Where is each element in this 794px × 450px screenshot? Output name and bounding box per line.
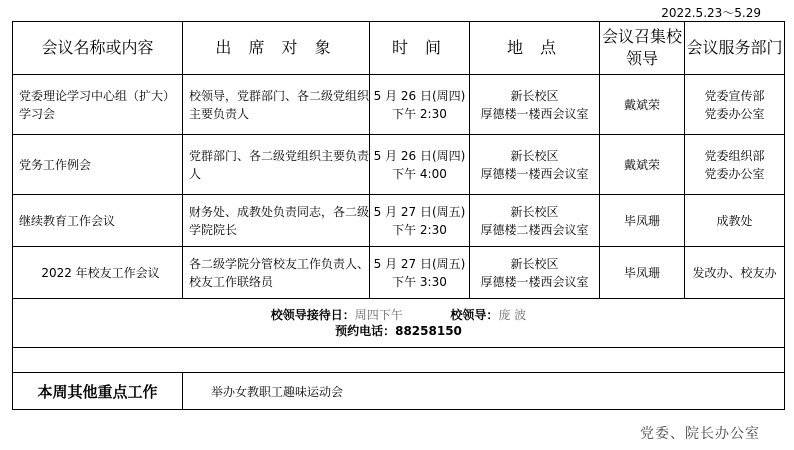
meeting-place (470, 247, 600, 299)
meeting-time (370, 75, 470, 135)
meeting-service-dept (685, 135, 785, 195)
service-dept-1: 党委组织部 (704, 148, 765, 163)
meeting-convener: 毕凤珊 (600, 247, 685, 299)
meeting-service-dept: 成教处 (685, 195, 785, 247)
meeting-convener: 毕凤珊 (600, 195, 685, 247)
other-work-row (13, 373, 785, 410)
table-row (13, 247, 785, 299)
empty-row (13, 348, 785, 373)
meeting-campus: 新长校区 (510, 88, 559, 103)
header-place: 地 点 (470, 22, 600, 75)
other-work-label: 本周其他重点工作 (13, 373, 183, 410)
meeting-time (370, 247, 470, 299)
meeting-schedule-table (12, 21, 785, 410)
meeting-campus: 新长校区 (510, 204, 559, 219)
meeting-room: 厚德楼一楼西会议室 (480, 106, 589, 121)
meeting-service-dept: 发改办、校友办 (685, 247, 785, 299)
header-time: 时 间 (370, 22, 470, 75)
meeting-room: 厚德楼一楼西会议室 (480, 274, 589, 289)
meeting-date: 5 月 26 日(周四) (373, 148, 466, 163)
reception-row (13, 299, 785, 348)
meeting-time (370, 195, 470, 247)
meeting-place (470, 135, 600, 195)
reception-day-value: 周四下午 (354, 308, 403, 322)
meeting-place (470, 195, 600, 247)
meeting-hour: 下午 3:30 (392, 274, 447, 289)
reception-leader-label: 校领导： (450, 308, 499, 322)
issuing-office: 党委、院长办公室 (640, 426, 760, 442)
meeting-convener: 戴斌荣 (600, 135, 685, 195)
meeting-attendees: 校领导，党群部门、各二级党组织主要负责人 (183, 75, 370, 135)
service-dept-1: 党委宣传部 (704, 88, 765, 103)
meeting-campus: 新长校区 (510, 256, 559, 271)
meeting-attendees: 各二级学院分管校友工作负责人、校友工作联络员 (183, 247, 370, 299)
reception-phone-value: 88258150 (395, 324, 462, 338)
meeting-date: 5 月 27 日(周五) (373, 204, 466, 219)
meeting-room: 厚德楼二楼西会议室 (480, 222, 589, 237)
header-attendees: 出 席 对 象 (183, 22, 370, 75)
other-work-content: 举办女教职工趣味运动会 (183, 373, 785, 410)
table-row (13, 135, 785, 195)
meeting-name: 党务工作例会 (13, 135, 183, 195)
date-range: 2022.5.23～5.29 (661, 6, 761, 20)
header-row (13, 22, 785, 75)
meeting-convener: 戴斌荣 (600, 75, 685, 135)
header-service: 会议服务部门 (685, 22, 785, 75)
table-row (13, 75, 785, 135)
reception-day-label: 校领导接待日： (270, 308, 355, 322)
meeting-hour: 下午 2:30 (392, 222, 447, 237)
reception-phone-label: 预约电话： (335, 324, 396, 338)
meeting-service-dept (685, 75, 785, 135)
header-convener: 会议召集校领导 (600, 22, 685, 75)
service-dept-2: 党委办公室 (704, 106, 765, 121)
header-meeting: 会议名称或内容 (13, 22, 183, 75)
meeting-place (470, 75, 600, 135)
table-row (13, 195, 785, 247)
reception-info (13, 299, 785, 348)
meeting-time (370, 135, 470, 195)
meeting-campus: 新长校区 (510, 148, 559, 163)
meeting-hour: 下午 2:30 (392, 106, 447, 121)
meeting-date: 5 月 27 日(周五) (373, 256, 466, 271)
reception-leader-value: 庞 波 (498, 308, 527, 322)
meeting-attendees: 党群部门、各二级党组织主要负责人 (183, 135, 370, 195)
meeting-room: 厚德楼一楼西会议室 (480, 166, 589, 181)
meeting-name: 继续教育工作会议 (13, 195, 183, 247)
meeting-date: 5 月 26 日(周四) (373, 88, 466, 103)
meeting-attendees: 财务处、成教处负责同志，各二级学院院长 (183, 195, 370, 247)
service-dept-2: 党委办公室 (704, 166, 765, 181)
meeting-hour: 下午 4:00 (392, 166, 447, 181)
meeting-name: 2022 年校友工作会议 (13, 247, 183, 299)
meeting-name: 党委理论学习中心组（扩大）学习会 (13, 75, 183, 135)
